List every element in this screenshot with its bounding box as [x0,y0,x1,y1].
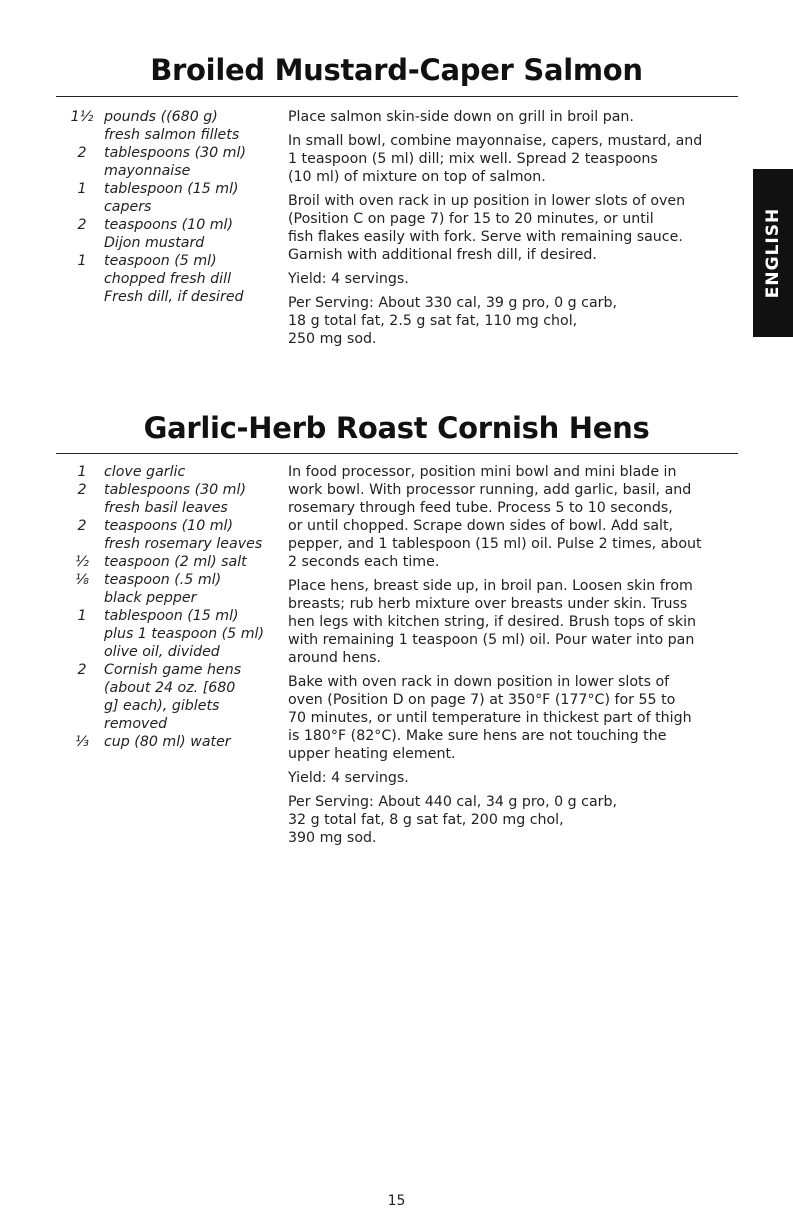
ingredient-quantity: 2 [77,482,87,498]
language-tab-label: ENGLISH [763,207,783,299]
ingredient-item [60,144,275,180]
page-number: 15 [387,1193,406,1209]
ingredient-quantity: 2 [77,217,87,233]
ingredient-item [60,607,275,661]
direction-step: Place hens, breast side up, in broil pan. Loosen skin from breasts; rub herb mixture over breasts under skin. Truss hen legs with kitchen string, if desired. Brush tops of skin with remaining 1 teaspoon (5 ml) oil. Pour water into pan around hens. [288,578,697,666]
ingredient-text: tablespoon (15 ml) capers [104,181,239,215]
ingredient-quantity: ½ [75,554,89,570]
recipe-title: Garlic-Herb Roast Cornish Hens [143,411,650,445]
ingredient-text: Cornish game hens (about 24 oz. [680 g] each), giblets removed [104,662,242,732]
ingredient-quantity [60,288,104,306]
title-divider [56,96,738,97]
ingredient-item [60,481,275,517]
nutrition-text: Per Serving: About 440 cal, 34 g pro, 0 g carb, 32 g total fat, 8 g sat fat, 200 mg chol, 390 mg sod. [288,794,618,846]
ingredient-quantity: 2 [77,518,87,534]
directions [288,463,738,853]
ingredient-text: tablespoons (30 ml) fresh basil leaves [104,482,246,516]
direction-step: Place salmon skin-side down on grill in broil pan. [288,109,634,125]
title-divider [56,453,738,454]
ingredient-item [60,252,275,288]
ingredient-item [60,180,275,216]
ingredient-item [60,661,275,733]
ingredient-list [60,108,275,306]
ingredient-item [60,517,275,553]
ingredient-quantity: ⅛ [75,572,89,588]
ingredient-quantity: 1½ [70,109,94,125]
direction-step: Broil with oven rack in up position in lower slots of oven (Position C on page 7) for 15 to 20 minutes, or until fish flakes easily with fork. Serve with remaining sauce. Garnish with additional fresh dill, if desired. [288,193,686,263]
recipe-title: Broiled Mustard-Caper Salmon [150,53,643,87]
ingredient-text: pounds ((680 g) fresh salmon fillets [104,109,240,143]
ingredient-item [60,288,275,306]
ingredient-quantity: 1 [77,464,87,480]
ingredient-list [60,463,275,751]
ingredient-text: teaspoon (.5 ml) black pepper [104,572,222,606]
ingredient-item [60,463,275,481]
ingredient-quantity: 1 [77,608,87,624]
ingredient-quantity: ⅓ [75,734,89,750]
ingredient-text: teaspoon (2 ml) salt [104,554,247,570]
ingredient-item [60,733,275,751]
nutrition-text: Per Serving: About 330 cal, 39 g pro, 0 g carb, 18 g total fat, 2.5 g sat fat, 110 mg chol, 250 mg sod. [288,295,618,347]
ingredient-text: teaspoons (10 ml) Dijon mustard [104,217,234,251]
direction-step: Bake with oven rack in down position in lower slots of oven (Position D on page 7) at 350°F (177°C) for 55 to 70 minutes, or until temperature in thickest part of thigh is 180°F (82°C). Make sure hens are not touching the upper heating element. [288,674,692,762]
ingredient-text: Fresh dill, if desired [104,289,244,305]
ingredient-text: clove garlic [104,464,186,480]
ingredient-quantity: 1 [77,181,87,197]
yield-text: Yield: 4 servings. [288,271,409,287]
ingredient-item [60,108,275,144]
ingredient-text: teaspoon (5 ml) chopped fresh dill [104,253,232,287]
ingredient-text: teaspoons (10 ml) fresh rosemary leaves [104,518,263,552]
ingredient-text: cup (80 ml) water [104,734,231,750]
direction-step: In food processor, position mini bowl and mini blade in work bowl. With processor running, add garlic, basil, and rosemary through feed tube. Process 5 to 10 seconds, or until chopped. Scrape down sides of bowl. Add salt, pepper, and 1 tablespoon (15 ml) oil. Pulse 2 times, about 2 seconds each time. [288,464,702,570]
directions [288,108,738,354]
ingredient-quantity: 2 [77,662,87,678]
ingredient-quantity: 2 [77,145,87,161]
ingredient-text: tablespoons (30 ml) mayonnaise [104,145,246,179]
ingredient-quantity: 1 [77,253,87,269]
ingredient-item [60,553,275,571]
ingredient-item [60,571,275,607]
yield-text: Yield: 4 servings. [288,770,409,786]
ingredient-text: tablespoon (15 ml) plus 1 teaspoon (5 ml) olive oil, divided [104,608,264,660]
language-tab [753,169,793,337]
ingredient-item [60,216,275,252]
direction-step: In small bowl, combine mayonnaise, capers, mustard, and 1 teaspoon (5 ml) dill; mix well. Spread 2 teaspoons (10 ml) of mixture on top of salmon. [288,133,703,185]
